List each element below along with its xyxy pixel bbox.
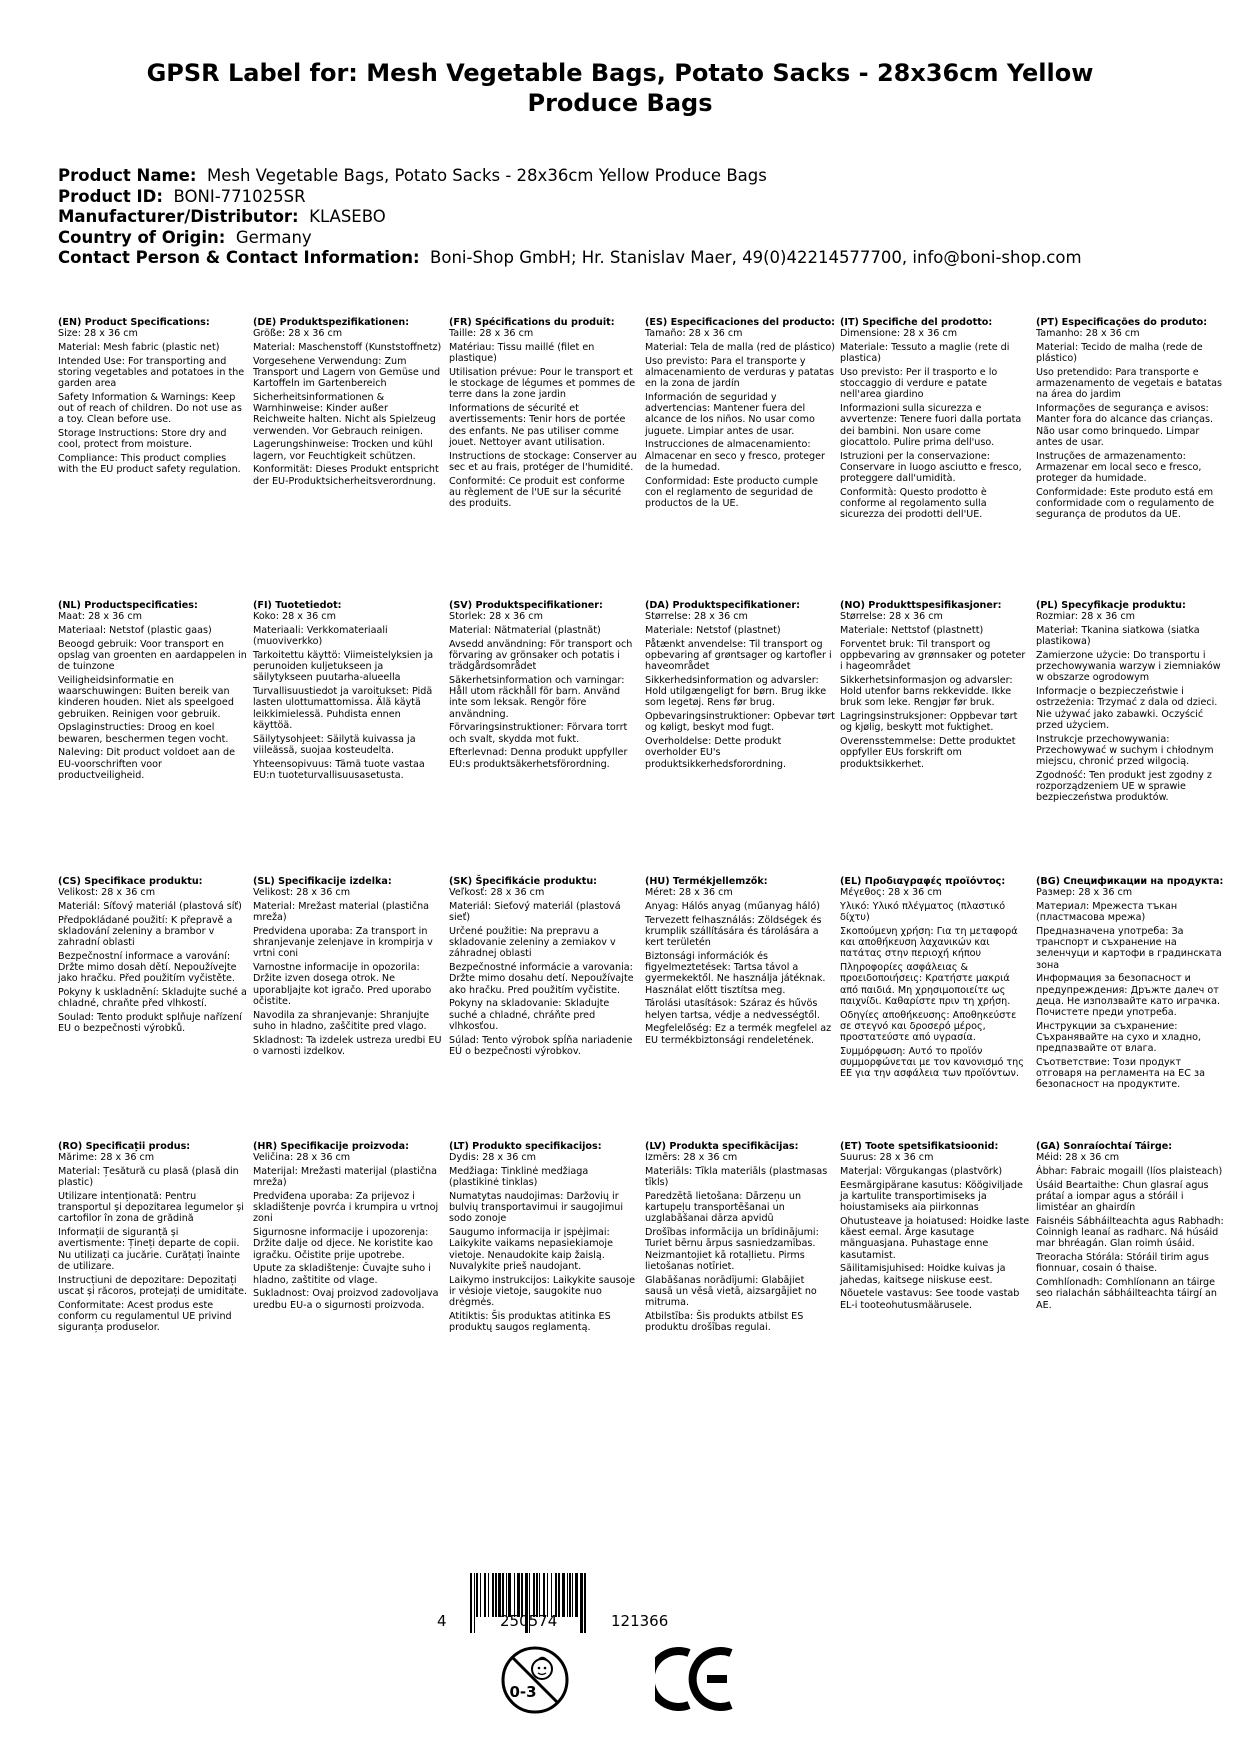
barcode-bar: [578, 1573, 580, 1617]
barcode-bar: [470, 1573, 472, 1633]
spec-column: [645, 1141, 835, 1336]
spec-line: Opslaginstructies: Droog en koel bewaren, beschermen tegen vocht.: [58, 722, 229, 745]
spec-heading: (NL) Productspecificaties:: [58, 600, 198, 611]
spec-line: Tamaño: 28 x 36 cm: [645, 328, 743, 340]
barcode-bar: [552, 1573, 555, 1617]
barcode-bar: [494, 1573, 495, 1617]
spec-line: Atbilstība: Šis produkts atbilst ES produktu drošības regulai.: [645, 1310, 804, 1334]
barcode-bar: [538, 1573, 539, 1617]
barcode-bar: [504, 1573, 506, 1617]
spec-line: Uso previsto: Para el transporte y almacenamiento de verduras y patatas en la zona de jardín: [645, 355, 834, 390]
spec-line: Material: Țesătură cu plasă (plasă din plastic): [58, 1166, 239, 1189]
barcode-bar: [555, 1573, 557, 1617]
barcode-bar: [514, 1573, 515, 1617]
barcode-bar: [502, 1573, 504, 1617]
spec-line: Size: 28 x 36 cm: [58, 328, 138, 340]
spec-line: Informações de segurança e avisos: Manter fora do alcance das crianças. Não usar como brinquedo. Limpar antes de usar.: [1036, 403, 1214, 448]
barcode-bar: [501, 1573, 502, 1617]
barcode-bar: [481, 1573, 484, 1617]
spec-heading: (LT) Produkto specifikacijos:: [449, 1141, 602, 1152]
spec-line: Tarkoitettu käyttö: Viimeistelyksien ja perunoiden kuljetukseen ja säilytykseen puutarha-alueella: [253, 650, 434, 684]
spec-line: Materiaali: Verkkomateriaali (muoviverkko): [253, 625, 388, 648]
barcode-digits-left: 250574: [500, 1612, 558, 1630]
spec-line: Säkerhetsinformation och varningar: Håll utom räckhåll för barn. Använd inte som leksak. Rengör före användning.: [449, 675, 625, 720]
barcode-bar: [484, 1573, 486, 1617]
barcode-bar: [547, 1573, 548, 1617]
spec-line: Ábhar: Fabraic mogaill (líos plaisteach): [1036, 1166, 1223, 1177]
spec-line: Suurus: 28 x 36 cm: [840, 1152, 934, 1164]
barcode-bar: [548, 1573, 551, 1617]
spec-line: Matériau: Tissu maillé (filet en plastique): [449, 342, 595, 365]
spec-line: Eesmärgipärane kasutus: Köögiviljade ja kartulite transportimiseks ja hoiustamiseks aia piirkonnas: [840, 1179, 1023, 1214]
spec-line: Dimensione: 28 x 36 cm: [840, 328, 958, 340]
spec-line: Pokyny k uskladnění: Skladujte suché a chladné, chraňte před vlhkostí.: [58, 987, 247, 1010]
spec-line: Rozmiar: 28 x 36 cm: [1036, 611, 1135, 623]
spec-column: [1036, 317, 1226, 523]
info-value: Boni-Shop GmbH; Hr. Stanislav Maer, 49(0)42214577700, info@boni-shop.com: [430, 248, 1082, 267]
spec-line: Atitiktis: Šis produktas atitinka ES produktų saugos reglamentą.: [449, 1310, 611, 1334]
spec-line: Conformidade: Este produto está em conformidade com o regulamento de segurança de produtos da UE.: [1036, 486, 1215, 521]
spec-line: Uso pretendido: Para transporte e armazenamento de vegetais e batatas na área do jardim: [1036, 367, 1222, 401]
barcode-bar: [575, 1573, 578, 1617]
spec-line: Conformité: Ce produit est conforme au règlement de l'UE sur la sécurité des produits.: [449, 475, 625, 510]
spec-column: [840, 876, 1030, 1082]
spec-column: [645, 317, 835, 512]
barcode-bar: [508, 1573, 511, 1617]
spec-line: Zamierzone użycie: Do transportu i przechowywania warzyw i ziemniaków w obszarze ogrodowym: [1036, 650, 1221, 684]
barcode-bar: [517, 1573, 520, 1617]
contact-row: [58, 248, 1198, 269]
spec-line: Bezpečnostní informace a varování: Držte mimo dosah dětí. Nepoužívejte jako hračku. Před použitím vyčistěte.: [58, 951, 237, 985]
spec-heading: (ES) Especificaciones del producto:: [645, 317, 836, 328]
spec-line: Instrucțiuni de depozitare: Depozitați uscat și răcoros, protejați de umiditate.: [58, 1274, 248, 1297]
spec-line: Οδηγίες αποθήκευσης: Αποθηκεύστε σε στεγνό και δροσερό μέρος, προστατεύστε από υγρασία.: [840, 1009, 1017, 1044]
spec-heading: (GA) Sonraíochtaí Táirge:: [1036, 1141, 1173, 1152]
spec-line: Maat: 28 x 36 cm: [58, 611, 142, 623]
spec-line: Veľkosť: 28 x 36 cm: [449, 887, 545, 899]
info-value: Germany: [235, 227, 312, 247]
spec-line: Materiál: Síťový materiál (plastová síť): [58, 901, 242, 912]
barcode-bar: [565, 1573, 567, 1617]
spec-heading: (RO) Specificații produs:: [58, 1141, 191, 1152]
spec-heading: (EN) Product Specifications:: [58, 317, 210, 328]
spec-heading: (EL) Προδιαγραφές προϊόντος:: [840, 876, 1006, 887]
spec-column: [1036, 1141, 1226, 1313]
spec-line: Υλικό: Υλικό πλέγματος (πλαστικό δίχτυ): [840, 901, 1006, 924]
info-label: Country of Origin:: [58, 227, 226, 247]
spec-line: Größe: 28 x 36 cm: [253, 328, 343, 340]
spec-heading: (DA) Produktspecifikationer:: [645, 600, 800, 611]
spec-line: Material: Mesh fabric (plastic net): [58, 342, 220, 353]
spec-column: [58, 1141, 248, 1336]
country-row: [58, 228, 1198, 249]
spec-heading: (LV) Produkta specifikācijas:: [645, 1141, 799, 1152]
barcode-bar: [540, 1573, 543, 1617]
spec-line: Säilitamisjuhised: Hoidke kuivas ja jahedas, kaitsege niiskuse eest.: [840, 1263, 1006, 1286]
barcode-bar: [533, 1573, 535, 1617]
barcode-bar: [495, 1573, 497, 1617]
spec-column: [253, 600, 443, 784]
spec-line: Varnostne informacije in opozorila: Držite izven dosega otrok. Ne uporabljajte kot igračo. Pred uporabo očistite.: [253, 962, 432, 1007]
barcode-bar: [480, 1573, 481, 1617]
spec-column: [253, 317, 443, 489]
spec-line: Materiale: Netstof (plastnet): [645, 625, 781, 636]
barcode-bar: [476, 1573, 478, 1617]
info-value: Mesh Vegetable Bags, Potato Sacks - 28x36cm Yellow Produce Bags: [206, 166, 767, 185]
spec-line: Utilisation prévue: Pour le transport et le stockage de légumes et pommes de terre dans la zone jardin: [449, 367, 636, 401]
spec-line: Storage Instructions: Store dry and cool, protect from moisture.: [58, 428, 227, 451]
barcode-bar: [488, 1573, 489, 1617]
spec-line: Инструкции за съхранение: Съхранявайте на сухо и хладно, предпазвайте от влага.: [1036, 1020, 1202, 1055]
spec-line: Turvallisuustiedot ja varoitukset: Pidä lasten ulottumattomissa. Älä käytä leikkimielessä. Puhdista ennen käyttöä.: [253, 686, 433, 731]
barcode-bar: [580, 1573, 583, 1633]
barcode-bar: [497, 1573, 498, 1617]
info-label: Contact Person & Contact Information:: [58, 248, 420, 267]
spec-line: Storlek: 28 x 36 cm: [449, 611, 543, 623]
spec-line: Taille: 28 x 36 cm: [449, 328, 534, 340]
spec-column: [58, 876, 248, 1037]
spec-line: Předpokládané použití: K přepravě a skladování zeleniny a brambor v zahradní oblasti: [58, 914, 233, 949]
barcode-bar: [511, 1573, 514, 1617]
spec-line: Ohutusteave ja hoiatused: Hoidke laste käest eemal. Ärge kasutage mänguasjana. Puhastage enne kasutamist.: [840, 1216, 1030, 1261]
spec-line: Opbevaringsinstruktioner: Opbevar tørt og køligt, beskyt mod fugt.: [645, 711, 835, 734]
ce-mark-icon: [655, 1645, 735, 1713]
spec-line: Materiale: Nettstof (plastnett): [840, 625, 984, 636]
spec-column: [840, 1141, 1030, 1313]
spec-line: Materiál: Sieťový materiál (plastová sieť): [449, 901, 621, 924]
manufacturer-row: [58, 207, 1198, 228]
spec-line: Nõuetele vastavus: See toode vastab EL-i tooteohutusmäärusele.: [840, 1288, 1020, 1311]
spec-line: Mărime: 28 x 36 cm: [58, 1152, 155, 1164]
spec-line: Material: Maschenstoff (Kunststoffnetz): [253, 342, 442, 353]
spec-line: Yhteensopivuus: Tämä tuote vastaa EU:n tuoteturvallisuusasetusta.: [253, 758, 425, 781]
spec-line: Numatytas naudojimas: Daržovių ir bulvių transportavimui ir saugojimui sodo zonoje: [449, 1191, 623, 1225]
spec-column: [449, 1141, 639, 1336]
spec-line: Sukladnost: Ovaj proizvod zadovoljava uredbu EU-a o sigurnosti proizvoda.: [253, 1288, 439, 1311]
spec-heading: (ET) Toote spetsifikatsioonid:: [840, 1141, 999, 1152]
age-label: 0-3: [509, 1683, 537, 1701]
spec-line: Materiāls: Tīkla materiāls (plastmasas tīkls): [645, 1166, 828, 1189]
spec-line: Información de seguridad y advertencias: Mantener fuera del alcance de los niños. No usar como juguete. Limpiar antes de usar.: [645, 392, 815, 437]
spec-line: Pokyny na skladovanie: Skladujte suché a chladné, chráňte pred vlhkosťou.: [449, 998, 610, 1032]
spec-line: Informacje o bezpieczeństwie i ostrzeżenia: Trzymać z dala od dzieci. Nie używać jako zabawki. Oczyścić przed użyciem.: [1036, 686, 1218, 731]
spec-heading: (DE) Produktspezifikationen:: [253, 317, 410, 328]
spec-line: Velikost: 28 x 36 cm: [253, 887, 351, 899]
spec-heading: (PL) Specyfikacje produktu:: [1036, 600, 1186, 611]
info-value: BONI-771025SR: [173, 186, 306, 206]
product-id-row: [58, 187, 1198, 208]
info-label: Product ID:: [58, 186, 163, 206]
spec-line: Materijal: Mrežasti materijal (plastična mreža): [253, 1166, 438, 1189]
spec-line: Instrucciones de almacenamiento: Almacenar en seco y fresco, proteger de la humedad.: [645, 439, 825, 473]
info-label: Manufacturer/Distributor:: [58, 207, 299, 226]
spec-line: Tamanho: 28 x 36 cm: [1036, 328, 1140, 340]
barcode-bar: [551, 1573, 552, 1617]
spec-line: Overholdelse: Dette produkt overholder EU's produktsikkerhedsforordning.: [645, 736, 787, 770]
barcode-bar: [573, 1573, 575, 1617]
spec-line: Предназначена употреба: За транспорт и съхранение на зеленчуци и картофи в градинската зона: [1036, 926, 1222, 971]
spec-line: Navodila za shranjevanje: Shranjujte suho in hladno, zaščitite pred vlago.: [253, 1009, 430, 1032]
barcode-bar: [523, 1573, 525, 1617]
spec-line: Lagringsinstruksjoner: Oppbevar tørt og kjølig, beskytt mot fuktighet.: [840, 711, 1018, 734]
spec-column: [449, 876, 639, 1060]
spec-line: Vorgesehene Verwendung: Zum Transport und Lagern von Gemüse und Kartoffeln im Gartenbereich: [253, 355, 441, 390]
spec-line: Tervezett felhasználás: Zöldségek és krumplik szállítására és tárolására a kert területén: [645, 914, 822, 949]
spec-line: Úsáid Beartaithe: Chun glasraí agus prátaí a iompar agus a stóráil i limistéar an ghairdín: [1036, 1179, 1209, 1214]
spec-line: Material: Mrežast material (plastična mreža): [253, 901, 430, 924]
spec-line: Compliance: This product complies with the EU product safety regulation.: [58, 453, 241, 476]
spec-line: Förvaringsinstruktioner: Förvara torrt och svalt, skydda mot fukt.: [449, 722, 628, 745]
spec-line: Dydis: 28 x 36 cm: [449, 1152, 536, 1164]
spec-line: Glabāšanas norādījumi: Glabājiet sausā un vēsā vietā, aizsargājiet no mitruma.: [645, 1274, 817, 1309]
spec-column: [58, 600, 248, 784]
spec-heading: (CS) Specifikace produktu:: [58, 876, 203, 887]
spec-line: Súlad: Tento výrobok spĺňa nariadenie EÚ o bezpečnosti výrobkov.: [449, 1034, 633, 1057]
barcode-bar: [572, 1573, 573, 1617]
spec-line: Tárolási utasítások: Száraz és hűvös helyen tartsa, védje a nedvességtől.: [645, 998, 820, 1021]
age-restriction-0-3-icon: [500, 1645, 570, 1715]
info-value: KLASEBO: [309, 207, 386, 226]
spec-line: Sikkerhetsinformasjon og advarsler: Hold utenfor barns rekkevidde. Ikke bruk som leke. Rengjør før bruk.: [840, 675, 1013, 709]
spec-heading: (FI) Tuotetiedot:: [253, 600, 342, 611]
barcode-bar: [521, 1573, 523, 1617]
spec-line: Informații de siguranță și avertismente: Țineți departe de copii. Nu utilizați ca jucărie. Curățați înainte de utilizare.: [58, 1227, 241, 1272]
spec-line: Σκοπούμενη χρήση: Για τη μεταφορά και αποθήκευση λαχανικών και πατάτας στην περιοχή κήπου: [840, 926, 1018, 960]
barcode-bar: [562, 1573, 565, 1617]
spec-line: Soulad: Tento produkt splňuje nařízení EU o bezpečnosti výrobků.: [58, 1012, 242, 1035]
spec-line: Comhlíonadh: Comhlíonann an táirge seo rialachán sábháilteachta táirgí an AE.: [1036, 1277, 1217, 1311]
barcode-bar: [507, 1573, 508, 1617]
spec-line: Veličina: 28 x 36 cm: [253, 1152, 351, 1164]
barcode-bar: [558, 1573, 560, 1617]
spec-heading: (NO) Produkttspesifikasjoner:: [840, 600, 1002, 611]
spec-line: Skladnost: Ta izdelek ustreza uredbi EU o varnosti izdelkov.: [253, 1034, 442, 1057]
spec-heading: (BG) Спецификации на продукта:: [1036, 876, 1224, 887]
spec-line: Overensstemmelse: Dette produktet oppfyller EUs forskrift om produktsikkerhet.: [840, 736, 1016, 770]
spec-line: Zgodność: Ten produkt jest zgodny z rozporządzeniem UE w sprawie bezpieczeństwa produktów.: [1036, 769, 1212, 804]
spec-line: Istruzioni per la conservazione: Conservare in luogo asciutto e fresco, proteggere dall'umidità.: [840, 450, 1022, 485]
barcode-bar: [569, 1573, 571, 1617]
barcode-bar: [539, 1573, 540, 1617]
spec-line: Lagerungshinweise: Trocken und kühl lagern, vor Feuchtigkeit schützen.: [253, 439, 433, 462]
barcode-bar: [520, 1573, 521, 1617]
barcode-bar: [557, 1573, 558, 1617]
spec-line: Medžiaga: Tinklinė medžiaga (plastikinė tinklas): [449, 1166, 589, 1189]
spec-line: Naleving: Dit product voldoet aan de EU-voorschriften voor productveiligheid.: [58, 747, 235, 781]
spec-line: Paredzētā lietošana: Dārzeņu un kartupeļu transportēšanai un uzglabāšanai dārza apvidū: [645, 1191, 802, 1225]
barcode-bar: [536, 1573, 538, 1617]
barcode-digit-prefix: 4: [437, 1612, 447, 1630]
spec-line: Predvidena uporaba: Za transport in shranjevanje zelenjave in krompirja v vrtni coni: [253, 926, 433, 960]
spec-column: [58, 317, 248, 478]
spec-line: Méret: 28 x 36 cm: [645, 887, 733, 899]
spec-line: Drošības informācija un brīdinājumi: Turiet bērnu ārpus sasniedzamības. Neizmantojiet kā rotaļlietu. Pirms lietošanas notīriet.: [645, 1227, 819, 1272]
spec-heading: (FR) Spécifications du produit:: [449, 317, 615, 328]
spec-line: Materiał: Tkanina siatkowa (siatka plastikowa): [1036, 625, 1200, 648]
barcode-bar: [474, 1573, 475, 1633]
spec-line: Forventet bruk: Til transport og oppbevaring av grønnsaker og poteter i hageområdet: [840, 638, 1026, 673]
spec-line: Πληροφορίες ασφάλειας & προειδοποιήσεις: Κρατήστε μακριά από παιδιά. Μη χρησιμοποιείτε ως παιχνίδι. Καθαρίστε πριν τη χρήση.: [840, 962, 1011, 1007]
barcode-bar: [498, 1573, 501, 1617]
spec-column: [645, 876, 835, 1048]
spec-heading: (IT) Specifiche del prodotto:: [840, 317, 993, 328]
spec-heading: (SK) Špecifikácie produktu:: [449, 876, 598, 887]
spec-line: Veiligheidsinformatie en waarschuwingen: Buiten bereik van kinderen houden. Niet als speelgoed gebruiken. Reinigen voor gebruik.: [58, 675, 234, 720]
spec-line: Treoracha Stórála: Stóráil tirim agus fionnuar, cosain ó thaise.: [1036, 1252, 1209, 1275]
spec-line: Påtænkt anvendelse: Til transport og opbevaring af grøntsager og kartofler i haveområdet: [645, 638, 832, 673]
spec-line: Conformidad: Este producto cumple con el reglamento de seguridad de productos de la UE.: [645, 475, 818, 510]
barcode-bar: [530, 1573, 533, 1617]
spec-line: Säilytysohjeet: Säilytä kuivassa ja viileässä, suojaa kosteudelta.: [253, 733, 416, 756]
barcode-bar: [567, 1573, 568, 1617]
spec-column: [1036, 876, 1226, 1093]
spec-line: Μέγεθος: 28 x 36 cm: [840, 887, 942, 899]
spec-line: Instruções de armazenamento: Armazenar em local seco e fresco, proteger da humidade.: [1036, 450, 1202, 485]
barcode-bar: [543, 1573, 545, 1617]
spec-column: [645, 600, 835, 772]
spec-line: Faisnéis Sábháilteachta agus Rabhadh: Coinnigh leanaí as radharc. Ná húsáid mar bhréagán. Glan roimh úsáid.: [1036, 1216, 1224, 1250]
spec-line: Съответствие: Този продукт отговаря на регламента на ЕС за безопасност на продуктите.: [1036, 1057, 1205, 1091]
spec-line: Saugumo informacija ir įspėjimai: Laikykite vaikams nepasiekiamoje vietoje. Nenaudokite kaip žaislą. Nuvalykite prieš naudojant.: [449, 1227, 613, 1272]
barcode-bar: [478, 1573, 480, 1617]
spec-column: [1036, 600, 1226, 806]
spec-line: Materjal: Võrgukangas (plastvõrk): [840, 1166, 1003, 1177]
spec-column: [449, 317, 639, 512]
barcode-bar: [475, 1573, 476, 1617]
spec-column: [840, 600, 1030, 772]
spec-line: Størrelse: 28 x 36 cm: [840, 611, 943, 623]
spec-line: Material: Tela de malla (red de plástico): [645, 342, 836, 353]
spec-line: Anyag: Hálós anyag (műanyag háló): [645, 901, 820, 912]
spec-line: Material: Nätmaterial (plastnät): [449, 625, 601, 636]
barcode-bar: [560, 1573, 562, 1617]
barcode-bar: [583, 1573, 584, 1633]
spec-line: Sigurnosne informacije i upozorenja: Držite dalje od djece. Ne koristite kao igračku. Očistite prije upotrebe.: [253, 1227, 434, 1261]
page-title: GPSR Label for: Mesh Vegetable Bags, Potato Sacks - 28x36cm Yellow Produce Bags: [146, 59, 1094, 117]
spec-line: Συμμόρφωση: Αυτό το προϊόν συμμορφώνεται με τον κανονισμό της ΕΕ για την ασφάλεια των προϊόντων.: [840, 1045, 1024, 1080]
barcode-bar: [584, 1573, 586, 1633]
spec-line: Safety Information & Warnings: Keep out of reach of children. Do not use as a toy. Clean before use.: [58, 392, 242, 426]
spec-line: Materiale: Tessuto a maglie (rete di plastica): [840, 342, 1010, 365]
spec-line: Material: Tecido de malha (rede de plástico): [1036, 342, 1203, 365]
barcode-bar: [472, 1573, 474, 1633]
spec-heading: (HR) Specifikacije proizvoda:: [253, 1141, 409, 1152]
spec-line: Conformitate: Acest produs este conform cu regulamentul UE privind siguranța produselor.: [58, 1299, 232, 1334]
spec-line: Velikost: 28 x 36 cm: [58, 887, 156, 899]
spec-line: Utilizare intenționată: Pentru transportul și depozitarea legumelor și cartofilor în zona de grădină: [58, 1191, 244, 1225]
barcode-bar: [568, 1573, 569, 1617]
barcode-bar: [535, 1573, 536, 1617]
spec-line: Konformität: Dieses Produkt entspricht der EU-Produktsicherheitsverordnung.: [253, 464, 439, 487]
spec-line: Størrelse: 28 x 36 cm: [645, 611, 748, 623]
spec-line: Efterlevnad: Denna produkt uppfyller EU:s produktsäkerhetsförordning.: [449, 747, 628, 770]
spec-line: Informazioni sulla sicurezza e avvertenze: Tenere fuori dalla portata dei bambini. Non usare come giocattolo. Pulire prima dell'uso.: [840, 403, 1022, 448]
spec-line: Материал: Мрежеста тъкан (пластмасова мрежа): [1036, 901, 1178, 924]
spec-line: Méid: 28 x 36 cm: [1036, 1152, 1120, 1164]
spec-line: Instructions de stockage: Conserver au sec et au frais, protéger de l'humidité.: [449, 450, 637, 473]
barcode-bar: [545, 1573, 547, 1617]
spec-line: Určené použitie: Na prepravu a skladovanie zeleniny a zemiakov v záhradnej oblasti: [449, 926, 616, 960]
spec-line: Instrukcje przechowywania: Przechowywać w suchym i chłodnym miejscu, chronić przed wilgocią.: [1036, 733, 1214, 768]
spec-heading: (PT) Especificações do produto:: [1036, 317, 1208, 328]
spec-heading: (SV) Produktspecifikationer:: [449, 600, 603, 611]
barcode-bar: [515, 1573, 517, 1617]
spec-line: Bezpečnostné informácie a varovania: Držte mimo dosahu detí. Nepoužívajte ako hračku. Pred použitím vyčistite.: [449, 962, 634, 996]
barcode-bar: [486, 1573, 488, 1617]
spec-column: [449, 600, 639, 772]
spec-heading: (SL) Specifikacije izdelka:: [253, 876, 392, 887]
spec-line: Informations de sécurité et avertissements: Tenir hors de portée des enfants. Ne pas utiliser comme jouet. Nettoyer avant utilisation.: [449, 403, 626, 448]
spec-line: Информация за безопасност и предупреждения: Дръжте далеч от деца. Не използвайте като играчка. Почистете преди употреба.: [1036, 973, 1221, 1019]
spec-heading: (HU) Termékjellemzők:: [645, 876, 768, 887]
barcode-bar: [571, 1573, 572, 1617]
spec-line: Materiaal: Netstof (plastic gaas): [58, 625, 212, 636]
spec-column: [840, 317, 1030, 523]
barcode-bar: [506, 1573, 507, 1617]
spec-line: Biztonsági információk és figyelmeztetések: Tartsa távol a gyermekektől. Ne használja játéknak. Használat előtt tisztítsa meg.: [645, 951, 826, 996]
spec-line: Sicherheitsinformationen & Warnhinweise: Kinder außer Reichweite halten. Nicht als Spielzeug verwenden. Vor Gebrauch reinigen.: [253, 392, 436, 437]
barcode-bar: [489, 1573, 492, 1617]
spec-line: Размер: 28 x 36 cm: [1036, 887, 1133, 899]
product-name-row: [58, 166, 1198, 187]
spec-line: Conformità: Questo prodotto è conforme al regolamento sulla sicurezza dei prodotti dell'UE.: [840, 486, 987, 521]
spec-line: Koko: 28 x 36 cm: [253, 611, 336, 623]
barcode-digits-right: 121366: [611, 1612, 669, 1630]
spec-line: Intended Use: For transporting and storing vegetables and potatoes in the garden area: [58, 355, 245, 390]
spec-line: Uso previsto: Per il trasporto e lo stoccaggio di verdure e patate nell'area giardino: [840, 367, 998, 401]
barcode-bar: [492, 1573, 494, 1617]
spec-line: Izmērs: 28 x 36 cm: [645, 1152, 738, 1164]
spec-line: Upute za skladištenje: Čuvajte suho i hladno, zaštitite od vlage.: [253, 1263, 431, 1286]
spec-line: Predviđena uporaba: Za prijevoz i skladištenje povrća i krumpira u vrtnoj zoni: [253, 1191, 439, 1225]
spec-line: Sikkerhedsinformation og advarsler: Hold utilgængeligt for børn. Brug ikke som legetøj. Rens før brug.: [645, 675, 827, 709]
spec-line: Megfelelőség: Ez a termék megfelel az EU termékbiztonsági rendeletének.: [645, 1023, 832, 1046]
spec-line: Avsedd användning: För transport och förvaring av grönsaker och potatis i trädgårdsområdet: [449, 638, 633, 673]
spec-line: Beoogd gebruik: Voor transport en opslag van groenten en aardappelen in de tuinzone: [58, 638, 247, 673]
product-info: [58, 166, 1198, 269]
spec-column: [253, 876, 443, 1060]
info-label: Product Name:: [58, 166, 197, 185]
spec-column: [253, 1141, 443, 1313]
spec-line: Laikymo instrukcijos: Laikykite sausoje ir vėsioje vietoje, saugokite nuo drėgmės.: [449, 1274, 635, 1309]
